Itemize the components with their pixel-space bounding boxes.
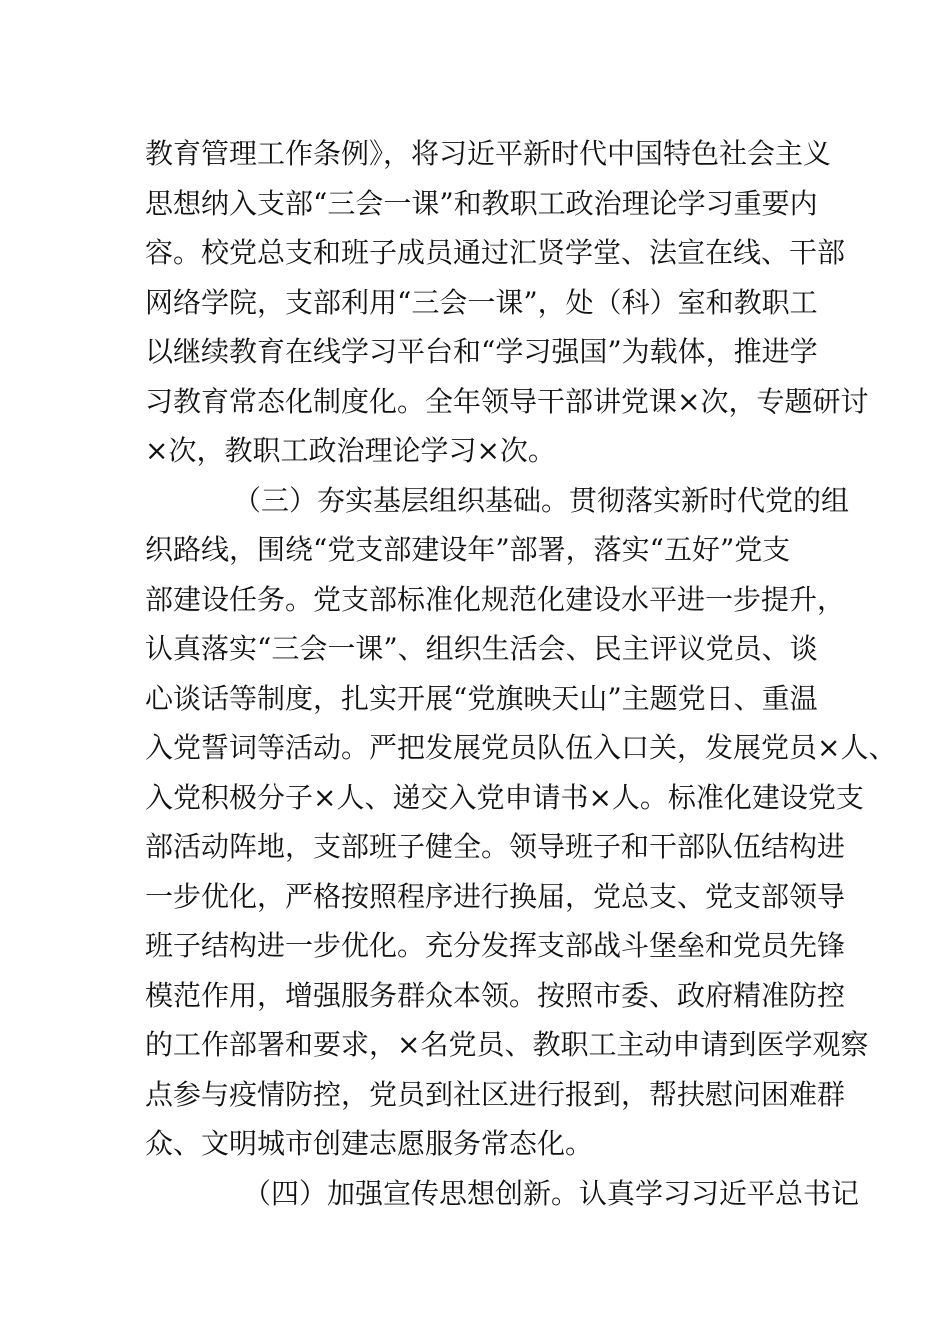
text-line: 部活动阵地，支部班子健全。领导班子和干部队伍结构进 (145, 830, 846, 863)
text-line: 网络学院，支部利用“三会一课”，处（科）室和教职工 (145, 285, 818, 319)
section-heading-line: （三）夯实基层组织基础。贯彻落实新时代党的组 (233, 483, 850, 517)
text-line: 容。校党总支和班子成员通过汇贤学堂、法宣在线、干部 (145, 236, 846, 269)
text-line: 入党积极分子×人、递交入党申请书×人。标准化建设党支 (145, 780, 864, 814)
text-line: 一步优化，严格按照程序进行换届，党总支、党支部领导 (145, 879, 846, 913)
text-line: 众、文明城市创建志愿服务常态化。 (145, 1127, 594, 1160)
text-line: 部建设任务。党支部标准化规范化建设水平进一步提升， (145, 582, 846, 616)
text-line: ×次，教职工政治理论学习×次。 (145, 434, 556, 467)
paragraph-2 (145, 476, 897, 1169)
text-line: 习教育常态化制度化。全年领导干部讲党课×次，专题研讨 (145, 384, 869, 418)
text-line: 入党誓词等活动。严把发展党员队伍入口关，发展党员×人、 (145, 731, 897, 764)
text-line: 的工作部署和要求，×名党员、教职工主动申请到医学观察 (145, 1028, 869, 1061)
text-line: 教育管理工作条例》，将习近平新时代中国特色社会主义 (145, 137, 832, 170)
text-line: 班子结构进一步优化。充分发挥支部战斗堡垒和党员先锋 (145, 929, 846, 962)
text-line: 以继续教育在线学习平台和“学习强国”为载体，推进学 (145, 335, 818, 368)
text-line: 心谈话等制度，扎实开展“党旗映天山”主题党日、重温 (145, 681, 818, 715)
text-line: 思想纳入支部“三会一课”和教职工政治理论学习重要内 (145, 186, 818, 220)
section-heading-line: （四）加强宣传思想创新。认真学习习近平总书记 (243, 1176, 860, 1210)
document-body (145, 129, 897, 1218)
text-line: 织路线，围绕“党支部建设年”部署，落实“五好”党支 (145, 533, 791, 566)
paragraph-3 (145, 1169, 860, 1219)
text-line: 模范作用，增强服务群众本领。按照市委、政府精准防控 (145, 978, 846, 1012)
text-line: 点参与疫情防控，党员到社区进行报到，帮扶慰问困难群 (145, 1077, 846, 1111)
paragraph-1 (145, 129, 869, 476)
text-line: 认真落实“三会一课”、组织生活会、民主评议党员、谈 (145, 632, 818, 665)
